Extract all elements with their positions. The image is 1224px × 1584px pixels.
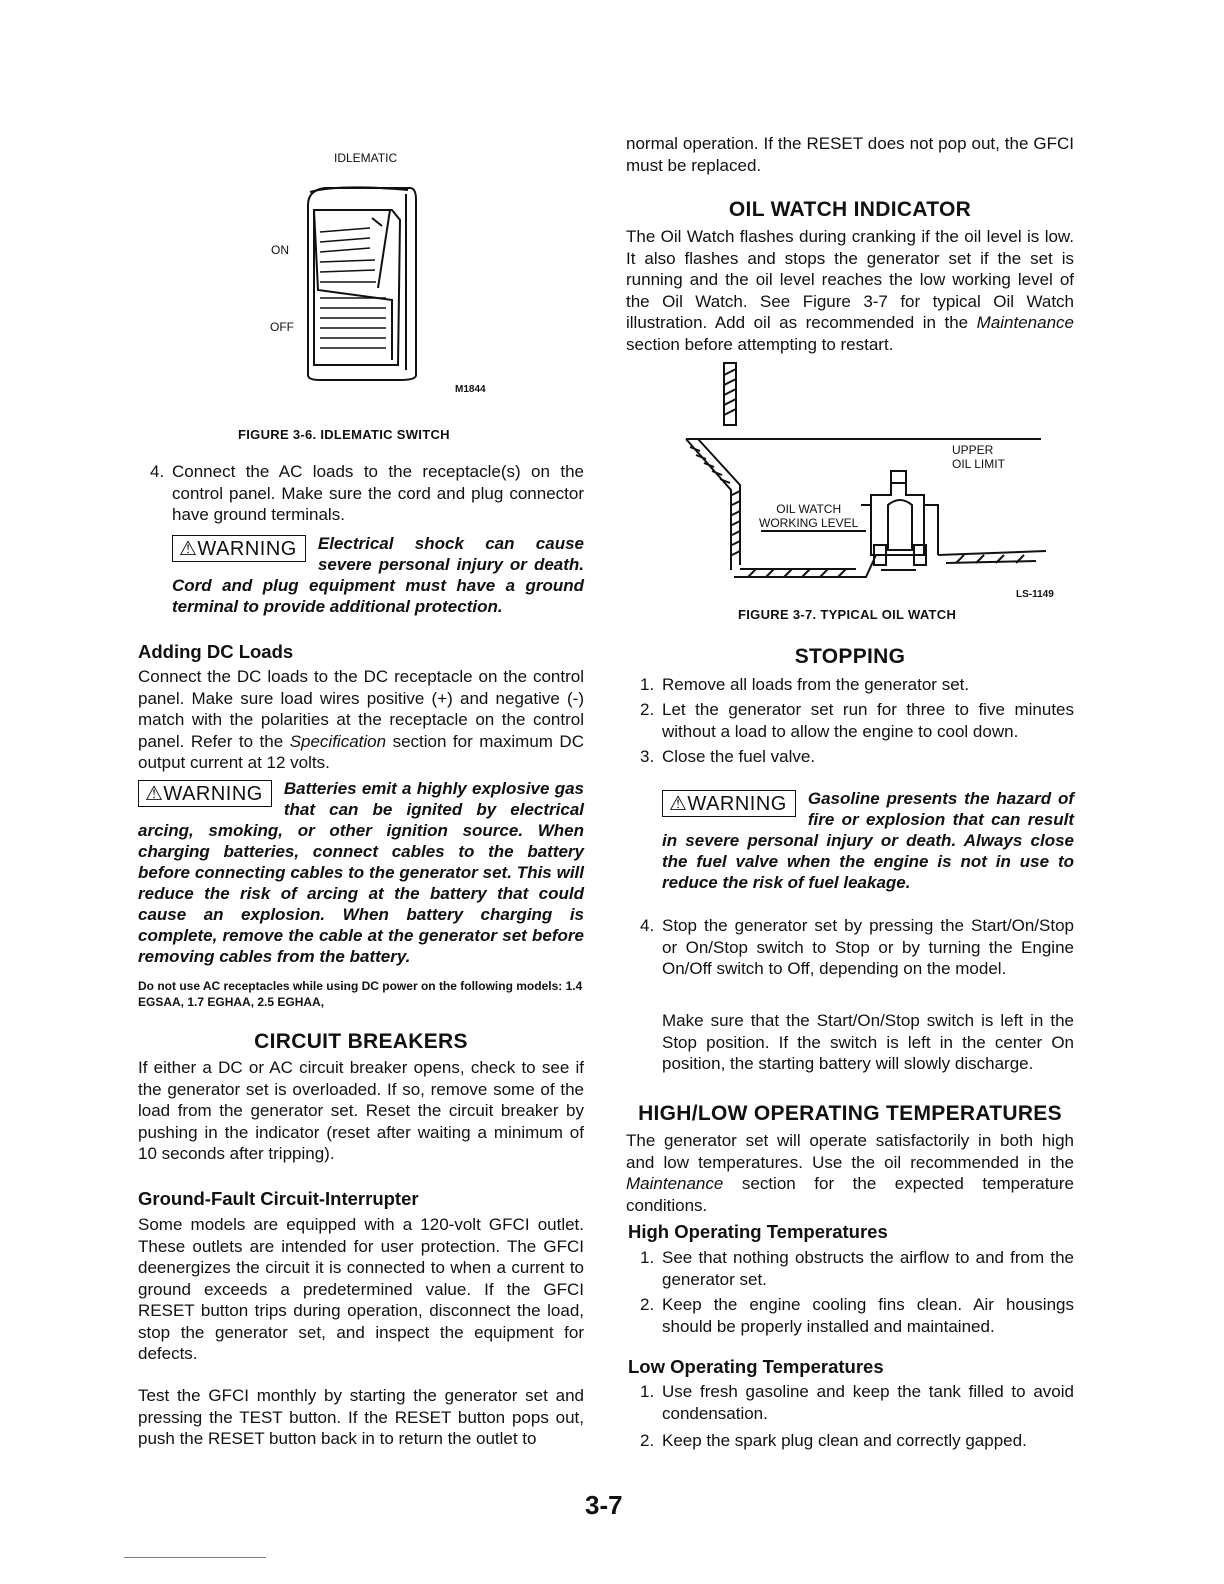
warning-gasoline — [662, 788, 1074, 893]
list-number: 1. — [640, 1382, 655, 1401]
warning-3-label: ⚠WARNING — [662, 790, 796, 817]
figure-3-6-caption: FIGURE 3-6. IDLEMATIC SWITCH — [238, 427, 450, 442]
dc-body-emphasis: Specification — [289, 731, 387, 751]
list-number: 4. — [640, 916, 655, 935]
adding-dc-loads-body — [138, 666, 584, 774]
temp-body-part-2: section for the expected temperature conditions. — [626, 1174, 1074, 1215]
upper-label-line-1: UPPER — [952, 443, 994, 457]
warning-1-text: Electrical shock can cause severe personal injury or death. Cord and plug equipment must have a ground terminal to provide additional protection. — [172, 534, 584, 616]
oil-body-part-1: The Oil Watch flashes during cranking if the oil level is low. It also flashes and stops the generator set if the set is running and the oil level reaches the low working level of the Oil Watch. See Figure 3-7 for typical Oil Watch illustration. Add oil as recommended in the — [626, 227, 1074, 332]
figure-3-6-title: IDLEMATIC — [334, 151, 398, 165]
temp-body-part-1: The generator set will operate satisfactorily in both high and low temperatures. Use the oil recommended in the — [626, 1131, 1074, 1172]
gfci-test-body: Test the GFCI monthly by starting the generator set and pressing the TEST button. If the RESET button pops out, push the RESET button back in to return the outlet to — [138, 1386, 584, 1448]
circuit-breakers-body: If either a DC or AC circuit breaker opens, check to see if the generator set is overloaded. If so, remove some of the load from the generator set. Reset the circuit breaker by pushing in the indicator (reset after waiting a minimum of 10 seconds after tripping). — [138, 1058, 584, 1163]
list-number: 4. — [150, 462, 165, 481]
list-text: Keep the engine cooling fins clean. Air housings should be properly installed and maintained. — [662, 1295, 1074, 1336]
working-label-line-2: WORKING LEVEL — [759, 516, 859, 530]
list-text: See that nothing obstructs the airflow to and from the generator set. — [662, 1248, 1074, 1289]
list-number: 3. — [640, 747, 655, 766]
warning-2-text: Batteries emit a highly explosive gas that can be ignited by electrical arcing, smoking, or other ignition source. When charging batteries, connect cables to the battery before connecting cables to the generator set. This will reduce the risk of arcing at the battery that could cause an explosion. When battery charging is complete, remove the cable at the generator set before removing cables from the battery. — [138, 779, 584, 966]
stop-item-4-note: Make sure that the Start/On/Stop switch is left in the Stop position. If the switch is left in the center On position, the starting battery will slowly discharge. — [662, 1011, 1074, 1073]
stopping-heading: STOPPING — [794, 645, 906, 668]
circuit-breakers-heading: CIRCUIT BREAKERS — [254, 1030, 468, 1053]
list-text: Stop the generator set by pressing the Start/On/Stop or On/Stop switch to Stop or by turning the Engine On/Off switch to Off, depending on the model. — [662, 916, 1074, 978]
list-number: 1. — [640, 675, 655, 694]
list-text: Connect the AC loads to the receptacle(s) on the control panel. Make sure the cord and plug connector have ground terminals. — [172, 462, 584, 524]
dc-note: Do not use AC receptacles while using DC power on the following models: 1.4 EGSAA, 1.7 EGHAA, 2.5 EGHAA, — [138, 979, 583, 1009]
dc-body-part-1: Connect the DC loads to the DC receptacle on the control panel. Make sure load wires positive (+) and negative (-) match with the polarities at the receptacle on the control panel. Refer to the — [138, 667, 584, 751]
oil-watch-illustration — [676, 355, 1056, 595]
operating-temperatures-heading: HIGH/LOW OPERATING TEMPERATURES — [638, 1102, 1062, 1125]
list-number: 2. — [640, 700, 655, 719]
adding-dc-loads-heading: Adding DC Loads — [138, 641, 294, 662]
operating-temperatures-body — [626, 1130, 1074, 1216]
temp-body-emphasis: Maintenance — [626, 1174, 724, 1193]
figure-3-7-caption: FIGURE 3-7. TYPICAL OIL WATCH — [738, 607, 957, 622]
list-text: Close the fuel valve. — [662, 747, 816, 766]
list-number: 2. — [640, 1431, 655, 1450]
figure-3-7-code: LS-1149 — [1016, 589, 1054, 600]
gfci-continued-text: normal operation. If the RESET does not pop out, the GFCI must be replaced. — [626, 134, 1074, 175]
high-temperatures-heading: High Operating Temperatures — [628, 1221, 888, 1242]
oil-watch-heading: OIL WATCH INDICATOR — [728, 198, 972, 221]
figure-3-6-on-label: ON — [271, 243, 289, 257]
warning-batteries — [138, 778, 584, 967]
list-text: Use fresh gasoline and keep the tank filled to avoid condensation. — [662, 1382, 1074, 1423]
figure-3-6-code: M1844 — [455, 384, 486, 395]
idlematic-switch-illustration — [300, 180, 420, 385]
oil-watch-body — [626, 226, 1074, 355]
figure-3-6-off-label: OFF — [270, 320, 294, 334]
page-number: 3-7 — [585, 1490, 623, 1520]
dc-body-part-2: section for maximum DC output current at 12 volts. — [138, 731, 584, 772]
list-text: Keep the spark plug clean and correctly gapped. — [662, 1431, 1027, 1450]
warning-1-label: ⚠WARNING — [172, 535, 306, 562]
working-label-line-1: OIL WATCH — [776, 502, 842, 516]
oil-body-emphasis: Maintenance — [976, 313, 1074, 332]
warning-2-label: ⚠WARNING — [138, 780, 272, 807]
oil-body-part-2: section before attempting to restart. — [626, 334, 894, 354]
upper-oil-limit-label — [952, 443, 1005, 471]
footer-rule — [124, 1557, 266, 1558]
list-number: 2. — [640, 1295, 655, 1314]
list-text: Let the generator set run for three to five minutes without a load to allow the engine to cool down. — [662, 700, 1074, 741]
gfci-body: Some models are equipped with a 120-volt GFCI outlet. These outlets are intended for user protection. The GFCI deenergizes the circuit it is connected to when a current to ground exceeds a predetermined value. If the GFCI RESET button trips during operation, disconnect the load, stop the generator set, and inspect the equipment for defects. — [138, 1215, 584, 1363]
gfci-heading: Ground-Fault Circuit-Interrupter — [138, 1188, 419, 1209]
low-temperatures-heading: Low Operating Temperatures — [628, 1356, 884, 1377]
list-number: 1. — [640, 1248, 655, 1267]
list-text: Remove all loads from the generator set. — [662, 675, 970, 694]
warning-3-text: Gasoline presents the hazard of fire or explosion that can result in severe personal injury or death. Always close the fuel valve when the engine is not in use to reduce the risk of fuel leakage. — [662, 789, 1074, 892]
upper-label-line-2: OIL LIMIT — [952, 457, 1005, 471]
oil-watch-working-level-label — [759, 502, 858, 530]
warning-electrical-shock — [172, 533, 584, 617]
